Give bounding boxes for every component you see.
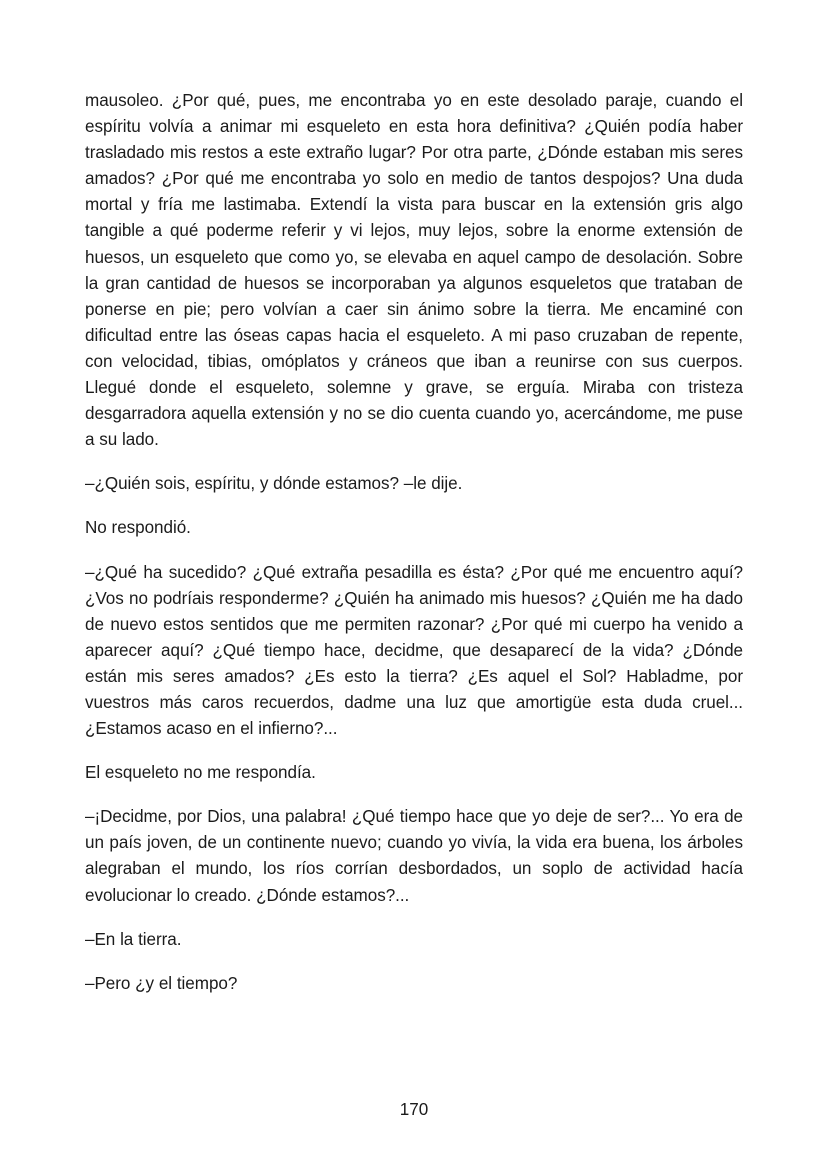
paragraph: –¿Quién sois, espíritu, y dónde estamos? –le dije. — [85, 474, 463, 494]
body-text-column — [85, 88, 743, 997]
page-number: 170 — [399, 1100, 429, 1119]
paragraph: –En la tierra. — [85, 929, 182, 949]
paragraph: –Pero ¿y el tiempo? — [85, 973, 238, 993]
paragraph: No respondió. — [85, 518, 191, 538]
paragraph: mausoleo. ¿Por qué, pues, me encontraba yo en este desolado paraje, cuando el espíritu volvía a animar mi esqueleto en esta hora definitiva? ¿Quién podía haber trasladado mis restos a este extraño lugar? Por otra parte, ¿Dónde estaban mis seres amados? ¿Por qué me encontraba yo solo en medio de tantos despojos? Una duda mortal y fría me lastimaba. Extendí la vista para buscar en la extensión gris algo tangible a qué poderme referir y vi lejos, muy lejos, sobre la enorme extensión de huesos, un esqueleto que como yo, se elevaba en aquel campo de desolación. Sobre la gran cantidad de huesos se incorporaban ya algunos esqueletos que trataban de ponerse en pie; pero volvían a caer sin ánimo sobre la tierra. Me encaminé con dificultad entre las óseas capas hacia el esqueleto. A mi paso cruzaban de repente, con velocidad, tibias, omóplatos y cráneos que iban a reunirse con sus cuerpos. Llegué donde el esqueleto, solemne y grave, se erguía. Miraba con tristeza desgarradora aquella extensión y no se dio cuenta cuando yo, acercándome, me puse a su lado. — [85, 91, 743, 450]
paragraph: –¡Decidme, por Dios, una palabra! ¿Qué tiempo hace que yo deje de ser?... Yo era de un país joven, de un continente nuevo; cuando yo vivía, la vida era buena, los árboles alegraban el mundo, los ríos corrían desbordados, un soplo de actividad hacía evolucionar lo creado. ¿Dónde estamos?... — [85, 807, 743, 905]
paragraph: –¿Qué ha sucedido? ¿Qué extraña pesadilla es ésta? ¿Por qué me encuentro aquí? ¿Vos no podríais responderme? ¿Quién ha animado mis huesos? ¿Quién me ha dado de nuevo estos sentidos que me permiten razonar? ¿Por qué mi cuerpo ha venido a aparecer aquí? ¿Qué tiempo hace, decidme, que desaparecí de la vida? ¿Dónde están mis seres amados? ¿Es esto la tierra? ¿Es aquel el Sol? Habladme, por vuestros más caros recuerdos, dadme una luz que amortigüe esta duda cruel... ¿Estamos acaso en el infierno?... — [85, 562, 743, 739]
paragraph: El esqueleto no me respondía. — [85, 763, 316, 783]
